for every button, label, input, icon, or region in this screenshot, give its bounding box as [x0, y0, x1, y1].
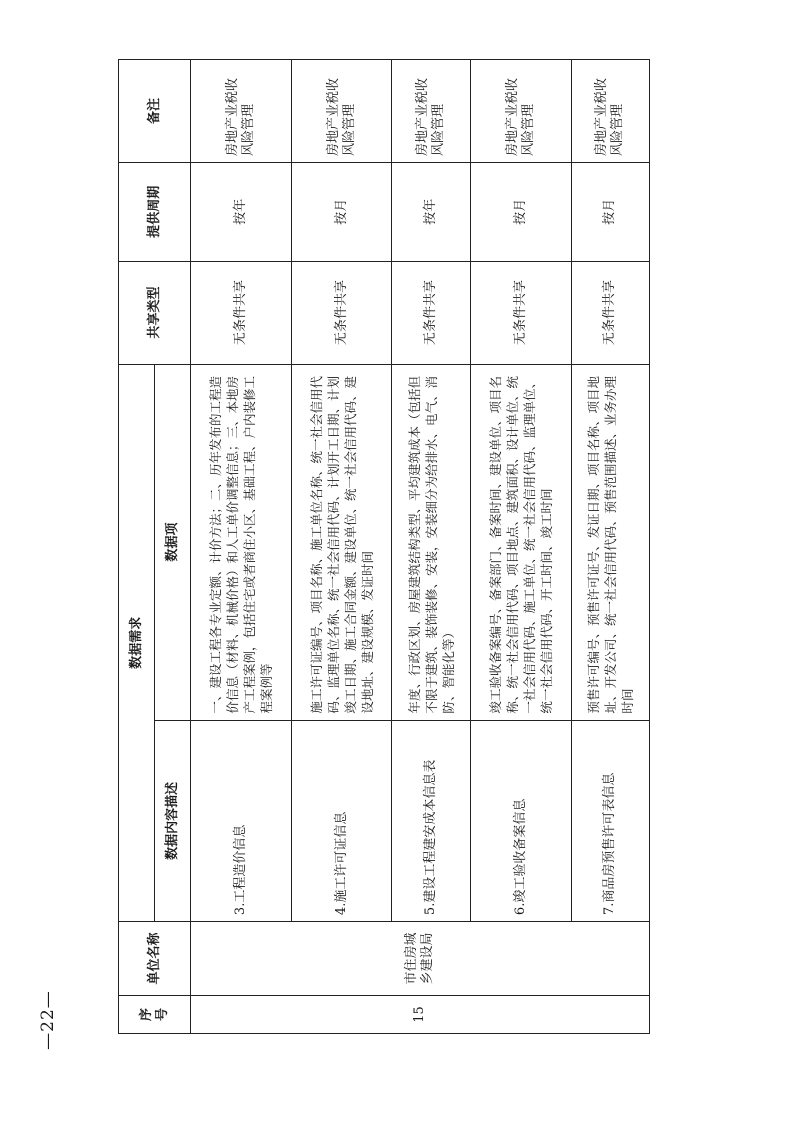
period-cell: 按年: [191, 163, 292, 262]
period-cell: 按月: [571, 163, 649, 262]
share-type-cell: 无条件共享: [191, 261, 292, 364]
header-note: 备注: [119, 60, 191, 163]
desc-cell: 6.竣工验收备案信息: [470, 720, 571, 922]
header-demand: 数据需求: [119, 364, 155, 922]
seq-cell: 15: [191, 995, 650, 1033]
share-type-cell: 无条件共享: [571, 261, 649, 364]
page-number: —22—: [38, 990, 58, 1050]
table-row: [291, 60, 392, 1034]
header-period: 提供周期: [119, 163, 191, 262]
unit-cell: 市住房城乡建设局: [191, 922, 650, 996]
table-row: [470, 60, 571, 1034]
table-row: [571, 60, 649, 1034]
period-cell: 按月: [291, 163, 392, 262]
period-cell: 按月: [470, 163, 571, 262]
note-cell: 房地产业税收风险管理: [191, 60, 292, 163]
items-cell: 年度、行政区划、房屋建筑结构类型、平均建筑成本（包括但不限于建筑、装饰装修、安装，安装细分为给排水、电气、消防、智能化等）: [392, 364, 470, 720]
desc-cell: 4.施工许可证信息: [291, 720, 392, 922]
note-cell: 房地产业税收风险管理: [571, 60, 649, 163]
desc-cell: 5.建设工程建安成本信息表: [392, 720, 470, 922]
header-unit: 单位名称: [119, 922, 191, 996]
items-cell: 施工许可证编号、项目名称、施工单位名称、统一社会信用代码、监理单位名称、统一社会信用代码、计划开工日期、计划竣工日期、施工合同金额、建设单位、统一社会信用代码、建设地址、建设规模、发证时间: [291, 364, 392, 720]
header-items: 数据项: [155, 364, 191, 720]
period-cell: 按年: [392, 163, 470, 262]
desc-cell: 7.商品房预售许可表信息: [571, 720, 649, 922]
table-row: [191, 60, 292, 1034]
items-cell: 竣工验收备案编号、备案部门、备案时间、建设单位、项目名称、统一社会信用代码、项目地点、建筑面积、设计单位、统一社会信用代码、施工单位、统一社会信用代码、监理单位、统一社会信用代码、开工时间、竣工时间: [470, 364, 571, 720]
table-row: [392, 60, 470, 1034]
note-cell: 房地产业税收风险管理: [470, 60, 571, 163]
share-type-cell: 无条件共享: [291, 261, 392, 364]
note-cell: 房地产业税收风险管理: [392, 60, 470, 163]
share-type-cell: 无条件共享: [470, 261, 571, 364]
header-share-type: 共享类型: [119, 261, 191, 364]
items-cell: 预售许可编号、预售许可证号、发证日期、项目名称、项目地址、开发公司、统一社会信用代码、预售范围描述、业务办理时间: [571, 364, 649, 720]
desc-cell: 3.工程造价信息: [191, 720, 292, 922]
share-type-cell: 无条件共享: [392, 261, 470, 364]
header-desc: 数据内容描述: [155, 720, 191, 922]
note-cell: 房地产业税收风险管理: [291, 60, 392, 163]
items-cell: 一、建设工程各专业定额、计价方法；二、历年发布的工程造价信息（材料、机械价格）和人工单价调整信息；三、本地房产工程案例，包括住宅或者商住小区、基础工程、户内装修工程案例等: [191, 364, 292, 720]
header-seq: 序号: [119, 995, 191, 1033]
data-demand-table: [118, 59, 650, 1034]
